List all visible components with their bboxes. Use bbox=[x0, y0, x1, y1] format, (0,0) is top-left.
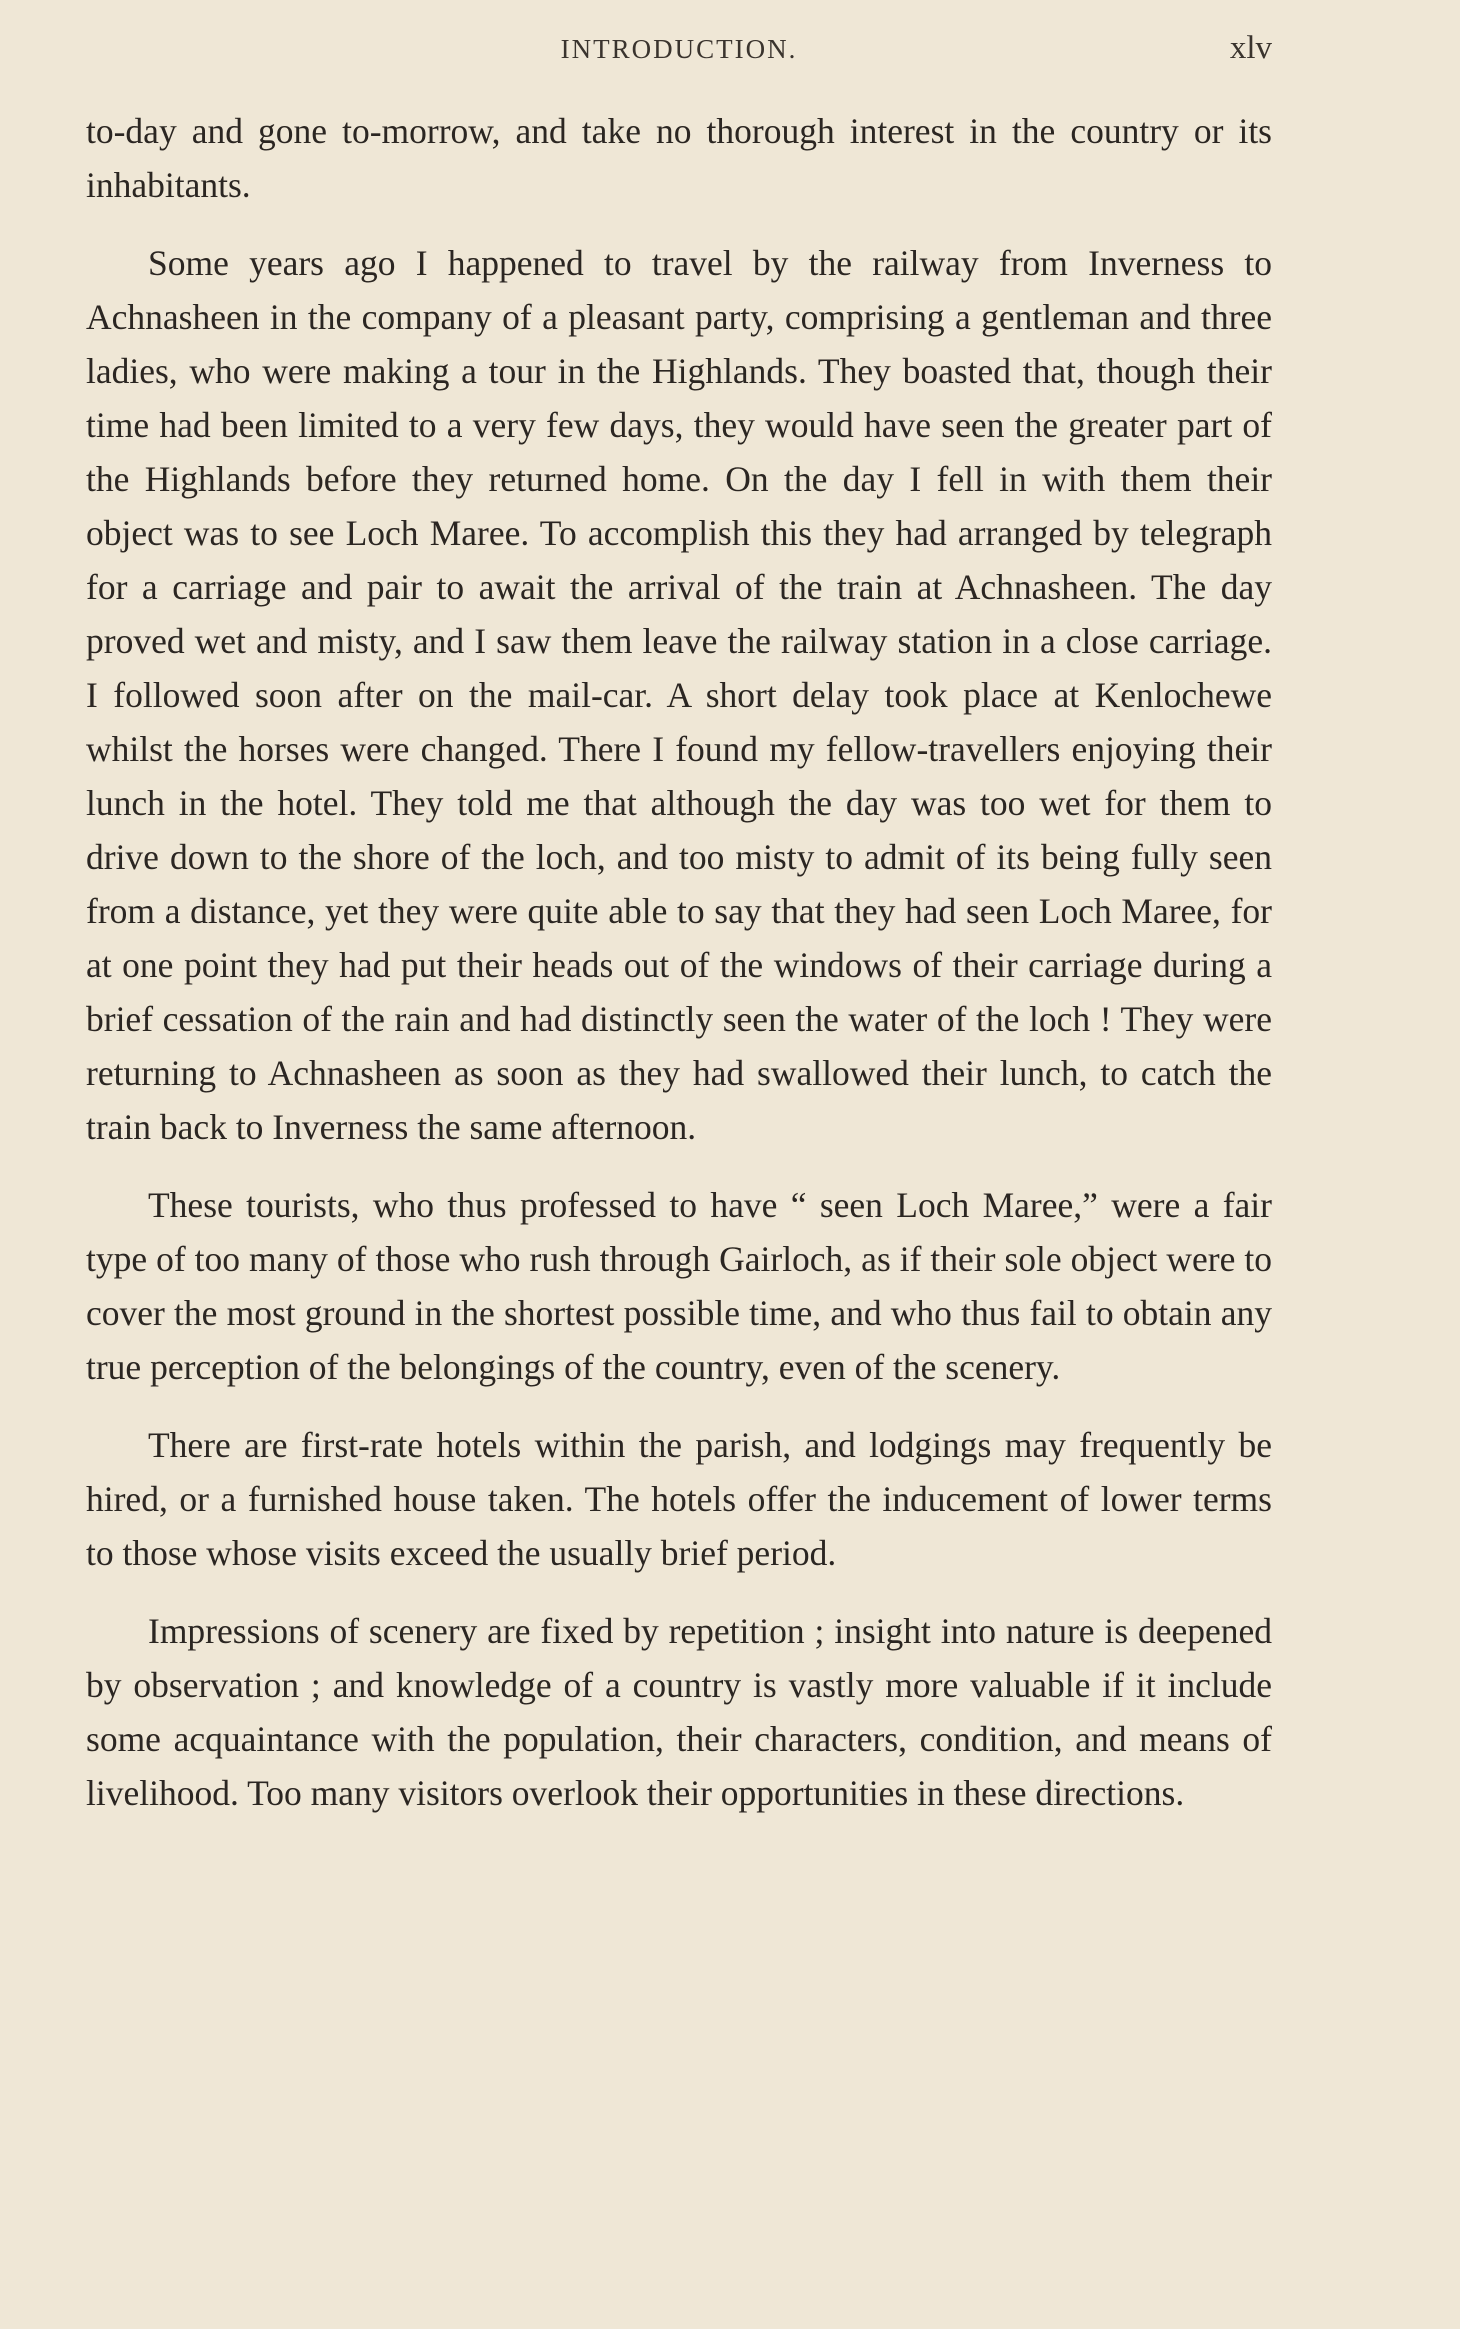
paragraph-hotels: There are first-rate hotels within the parish, and lodgings may frequently be hired, or a furnished house taken. The hotels offer the inducement of lower terms to those whose visits exceed the usually brief period. bbox=[86, 1425, 1272, 1573]
paragraph-impressions: Impressions of scenery are fixed by repetition ; insight into nature is deepened by observation ; and knowledge of a country is vastly more valuable if it include some acquaintance with the population, their characters, condition, and means of livelihood. Too many visitors overlook their opportunities in these directions. bbox=[86, 1611, 1272, 1813]
paragraph-tourist-anecdote: Some years ago I happened to travel by the railway from Inverness to Achnasheen in the company of a pleasant party, comprising a gentleman and three ladies, who were making a tour in the Highlands. They boasted that, though their time had been limited to a very few days, they would have seen the greater part of the Highlands before they returned home. On the day I fell in with them their object was to see Loch Maree. To accomplish this they had arranged by telegraph for a carriage and pair to await the arrival of the train at Achnasheen. The day proved wet and misty, and I saw them leave the railway station in a close carriage. I followed soon after on the mail-car. A short delay took place at Kenlochewe whilst the horses were changed. There I found my fellow-travellers enjoying their lunch in the hotel. They told me that although the day was too wet for them to drive down to the shore of the loch, and too misty to admit of its being fully seen from a distance, yet they were quite able to say that they had seen Loch Maree, for at one point they had put their heads out of the windows of their carriage during a brief cessation of the rain and had distinctly seen the water of the loch ! They were returning to Achnasheen as soon as they had swallowed their lunch, to catch the train back to Inverness the same afternoon. bbox=[86, 243, 1272, 1147]
body-text bbox=[86, 104, 1272, 1820]
paragraph-continued: to-day and gone to-morrow, and take no thorough interest in the country or its inhabitants. bbox=[86, 111, 1272, 205]
running-head-title: INTRODUCTION. bbox=[560, 34, 798, 64]
page-number: xlv bbox=[1229, 30, 1272, 66]
running-head bbox=[86, 30, 1272, 74]
paragraph-tourist-type: These tourists, who thus professed to have “ seen Loch Maree,” were a fair type of too many of those who rush through Gairloch, as if their sole object were to cover the most ground in the shortest possible time, and who thus fail to obtain any true perception of the belongings of the country, even of the scenery. bbox=[86, 1185, 1272, 1387]
